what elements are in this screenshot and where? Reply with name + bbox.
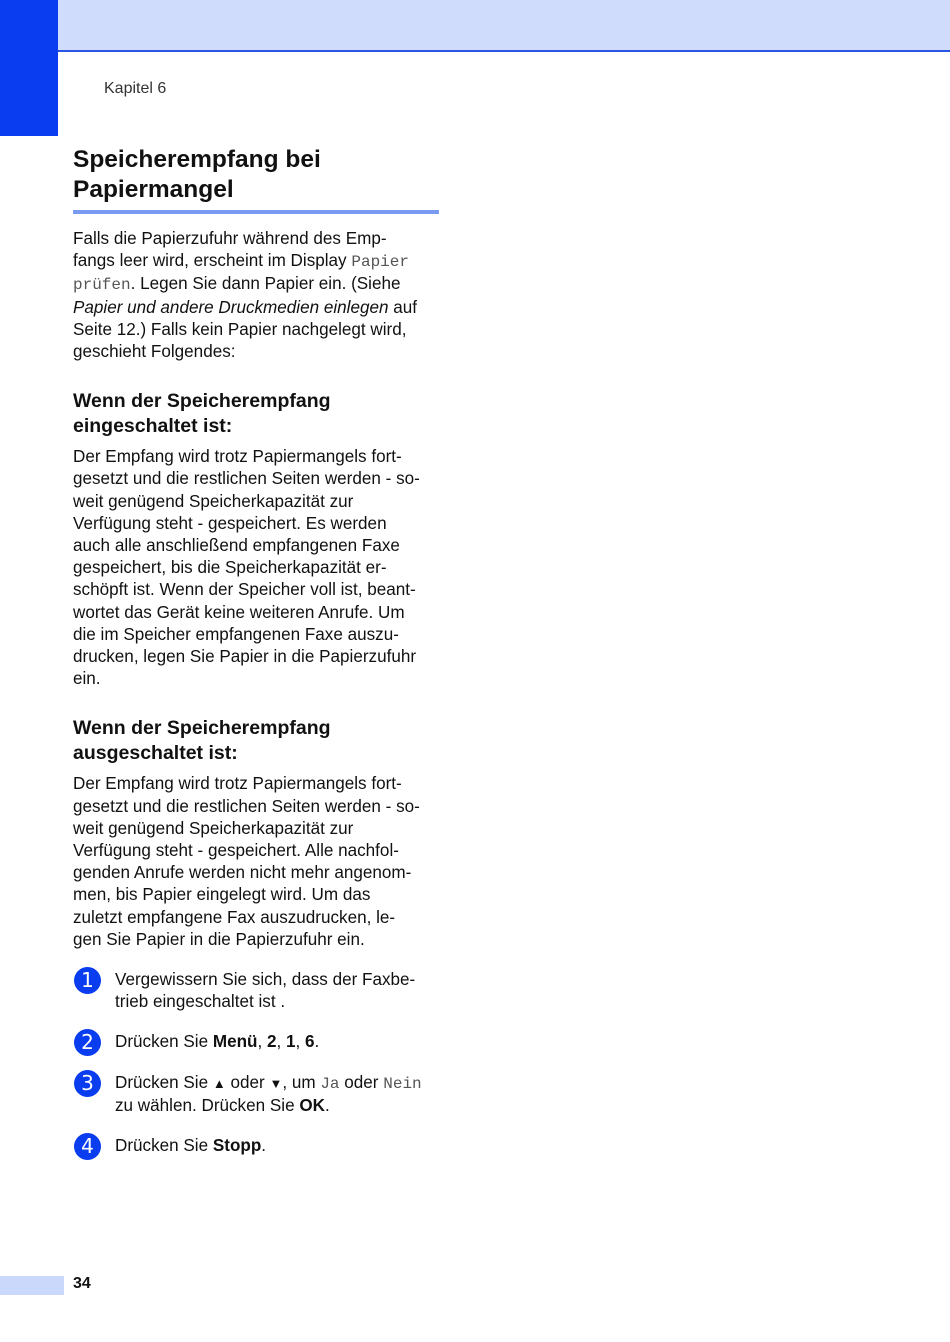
step-number-icon: 2: [74, 1029, 101, 1056]
display-message: prüfen: [73, 276, 131, 295]
step-1: [73, 969, 439, 1013]
key-label: 1: [286, 1032, 296, 1052]
text-line: gen Sie Papier in die Papierzufuhr ein.: [73, 929, 365, 949]
page-title: [73, 145, 439, 210]
text-line: men, bis Papier eingelegt wird. Um das: [73, 885, 371, 905]
header-band: [0, 0, 950, 52]
key-label: 2: [267, 1032, 277, 1052]
arrow-down-icon: ▼: [269, 1075, 283, 1091]
step-text: ,: [276, 1032, 287, 1052]
step-text: Drücken Sie: [115, 1072, 213, 1092]
text-line: drucken, legen Sie Papier in die Papierzufuhr: [73, 647, 417, 667]
arrow-up-icon: ▲: [212, 1075, 226, 1091]
section-off-paragraph: [73, 773, 439, 951]
intro-text: Seite 12.) Falls kein Papier nachgelegt wird,: [73, 319, 407, 339]
key-label: Stopp: [212, 1136, 262, 1156]
intro-paragraph: [73, 228, 439, 363]
section-on-paragraph: [73, 446, 439, 690]
step-text: Drücken Sie: [115, 1136, 213, 1156]
section-heading-on: [73, 389, 439, 438]
text-line: gesetzt und die restlichen Seiten werden - so-: [73, 469, 420, 489]
cross-reference: Papier und andere Druckmedien einlegen: [73, 297, 389, 317]
heading-line: ausgeschaltet ist:: [73, 741, 238, 764]
title-underline: [73, 210, 439, 214]
step-number-icon: 3: [74, 1070, 101, 1097]
step-text: ,: [295, 1032, 306, 1052]
step-text: , um: [282, 1072, 321, 1092]
chapter-tab: [0, 0, 58, 136]
text-line: Verfügung steht - gespeichert. Alle nachfol-: [73, 841, 399, 861]
step-3: [73, 1072, 439, 1117]
intro-text: Falls die Papierzufuhr während des Emp-: [73, 229, 387, 248]
step-text: .: [314, 1032, 320, 1052]
chapter-label: Kapitel 6: [104, 80, 167, 97]
heading-line: eingeschaltet ist:: [73, 414, 233, 437]
page-title-line-1: Speicherempfang bei: [73, 146, 321, 173]
footer-band: [0, 1276, 64, 1295]
intro-text: . Legen Sie dann Papier ein. (Siehe: [130, 274, 401, 294]
intro-text: auf: [388, 297, 418, 317]
heading-line: Wenn der Speicherempfang: [73, 717, 331, 740]
menu-key-label: Menü: [212, 1032, 258, 1052]
text-line: gesetzt und die restlichen Seiten werden - so-: [73, 796, 420, 816]
text-line: die im Speicher empfangenen Faxe auszu-: [73, 624, 399, 644]
step-text: .: [261, 1136, 267, 1156]
step-4: [73, 1135, 439, 1157]
text-line: weit genügend Speicherkapazität zur: [73, 491, 354, 511]
text-line: genden Anrufe werden nicht mehr angenom-: [73, 863, 412, 883]
step-text: ,: [257, 1032, 267, 1052]
text-line: weit genügend Speicherkapazität zur: [73, 818, 354, 838]
text-line: wortet das Gerät keine weiteren Anrufe. Um: [73, 602, 405, 622]
key-label: OK: [299, 1095, 325, 1115]
step-text: trieb eingeschaltet ist .: [115, 992, 286, 1012]
step-text: Vergewissern Sie sich, dass der Faxbe-: [115, 970, 416, 990]
step-text: Drücken Sie: [115, 1032, 213, 1052]
key-label: 6: [305, 1032, 315, 1052]
display-message: Papier: [351, 253, 409, 272]
step-number-icon: 1: [74, 967, 101, 994]
heading-line: Wenn der Speicherempfang: [73, 390, 331, 413]
step-text: oder: [225, 1072, 270, 1092]
text-line: Der Empfang wird trotz Papiermangels fort-: [73, 774, 402, 794]
text-line: ein.: [73, 669, 101, 689]
step-text: oder: [339, 1072, 384, 1092]
display-option: Ja: [320, 1074, 340, 1093]
page-content: [73, 145, 439, 1157]
step-text: zu wählen. Drücken Sie: [115, 1095, 300, 1115]
text-line: gespeichert, bis die Speicherkapazität er-: [73, 558, 387, 578]
page-title-line-2: Papiermangel: [73, 176, 234, 203]
display-option: Nein: [383, 1074, 422, 1093]
page-number: 34: [73, 1275, 91, 1292]
intro-text: fangs leer wird, erscheint im Display: [73, 251, 352, 271]
text-line: Verfügung steht - gespeichert. Es werden: [73, 513, 387, 533]
text-line: Der Empfang wird trotz Papiermangels fort-: [73, 447, 402, 467]
text-line: schöpft ist. Wenn der Speicher voll ist, beant-: [73, 580, 416, 600]
intro-text: geschieht Folgendes:: [73, 342, 236, 362]
text-line: auch alle anschließend empfangenen Faxe: [73, 536, 400, 556]
text-line: zuletzt empfangene Fax auszudrucken, le-: [73, 907, 396, 927]
section-heading-off: [73, 716, 439, 765]
step-2: [73, 1031, 439, 1053]
step-number-icon: 4: [74, 1133, 101, 1160]
step-text: .: [324, 1095, 330, 1115]
